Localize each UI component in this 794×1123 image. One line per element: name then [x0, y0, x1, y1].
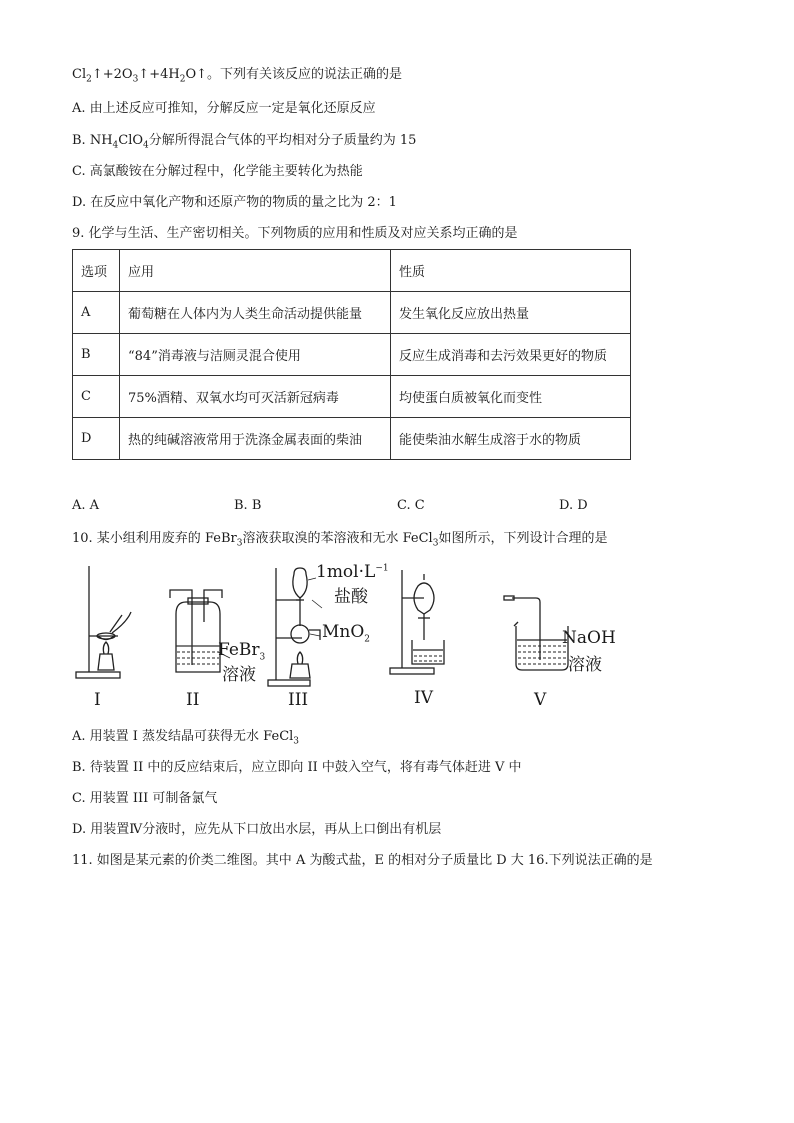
apparatus-figure	[72, 560, 632, 715]
q9-stem: 9. 化学与生活、生产密切相关。下列物质的应用和性质及对应关系均正确的是	[72, 226, 518, 241]
table-row	[73, 418, 631, 460]
table-cell: 葡萄糖在人体内为人类生命活动提供能量	[120, 292, 391, 334]
table-cell: A	[73, 292, 120, 334]
q8-option-c: C. 高氯酸铵在分解过程中，化学能主要转化为热能	[72, 164, 363, 179]
apparatus-3-generator	[268, 568, 322, 686]
label-naoh: NaOH	[562, 628, 616, 648]
q9-choice-c: C. C	[397, 498, 425, 513]
q10-option-b: B. 待装置 II 中的反应结束后，应立即向 II 中鼓入空气，将有毒气体赶进 V 中	[72, 760, 522, 775]
label-hcl-concentration: $1mol\cdot L^{-1}$	[316, 562, 389, 582]
label-mno2: MnO$_2$	[322, 622, 371, 645]
apparatus-2-numeral: II	[186, 690, 200, 710]
table-row	[73, 334, 631, 376]
q9-choice-a: A. A	[72, 498, 100, 513]
apparatus-4-numeral: IV	[414, 688, 433, 708]
table-row	[73, 376, 631, 418]
table-cell: B	[73, 334, 120, 376]
q10-option-d: D. 用装置Ⅳ分液时，应先从下口放出水层，再从上口倒出有机层	[72, 822, 442, 837]
table-cell: C	[73, 376, 120, 418]
label-febr3: FeBr$_3$	[218, 640, 266, 663]
q10-option-a: A. 用装置 I 蒸发结晶可获得无水 FeCl$_3$	[72, 729, 300, 747]
q8-option-b: B. $NH_4ClO_4$分解所得混合气体的平均相对分子质量约为 15	[72, 133, 417, 151]
table-cell: 发生氧化反应放出热量	[391, 292, 631, 334]
q8-option-a: A. 由上述反应可推知，分解反应一定是氧化还原反应	[72, 101, 376, 116]
table-header-cell: 性质	[391, 250, 631, 292]
q9-choice-d: D. D	[559, 498, 588, 513]
table-row	[73, 292, 631, 334]
apparatus-5-beaker	[504, 596, 568, 670]
q9-table	[72, 249, 631, 460]
apparatus-1-evaporation	[76, 566, 131, 678]
q10-stem: 10. 某小组利用废弃的 FeBr$_3$溶液获取溴的苯溶液和无水 FeCl$_3$如图所示，下列设计合理的是	[72, 531, 608, 549]
q9-choice-b: B. B	[234, 498, 262, 513]
table-header-cell: 选项	[73, 250, 120, 292]
table-cell: 热的纯碱溶液常用于洗涤金属表面的柴油	[120, 418, 391, 460]
table-cell: 能使柴油水解生成溶于水的物质	[391, 418, 631, 460]
table-cell: “84”消毒液与洁厕灵混合使用	[120, 334, 391, 376]
q8-equation-line: $Cl_2↑+2O_3↑+4H_2O↑$。下列有关该反应的说法正确的是	[72, 67, 402, 85]
table-cell: 均使蛋白质被氧化而变性	[391, 376, 631, 418]
apparatus-3-numeral: III	[288, 690, 309, 710]
label-hydrochloric-acid: 盐酸	[334, 587, 368, 607]
apparatus-5-numeral: V	[534, 690, 547, 710]
q10-option-c: C. 用装置 III 可制备氯气	[72, 791, 218, 806]
table-header-cell: 应用	[120, 250, 391, 292]
apparatus-4-separatory-funnel	[390, 570, 444, 674]
q9-choices	[72, 498, 632, 516]
table-header-row	[73, 250, 631, 292]
table-cell: 75%酒精、双氧水均可灭活新冠病毒	[120, 376, 391, 418]
q8-option-d: D. 在反应中氧化产物和还原产物的物质的量之比为 2：1	[72, 195, 397, 210]
label-febr3-solution: 溶液	[222, 665, 256, 685]
q11-stem: 11. 如图是某元素的价类二维图。其中 A 为酸式盐，E 的相对分子质量比 D 大 16.下列说法正确的是	[72, 853, 653, 868]
apparatus-1-numeral: I	[94, 690, 101, 710]
label-naoh-solution: 溶液	[568, 655, 602, 675]
table-cell: D	[73, 418, 120, 460]
table-cell: 反应生成消毒和去污效果更好的物质	[391, 334, 631, 376]
